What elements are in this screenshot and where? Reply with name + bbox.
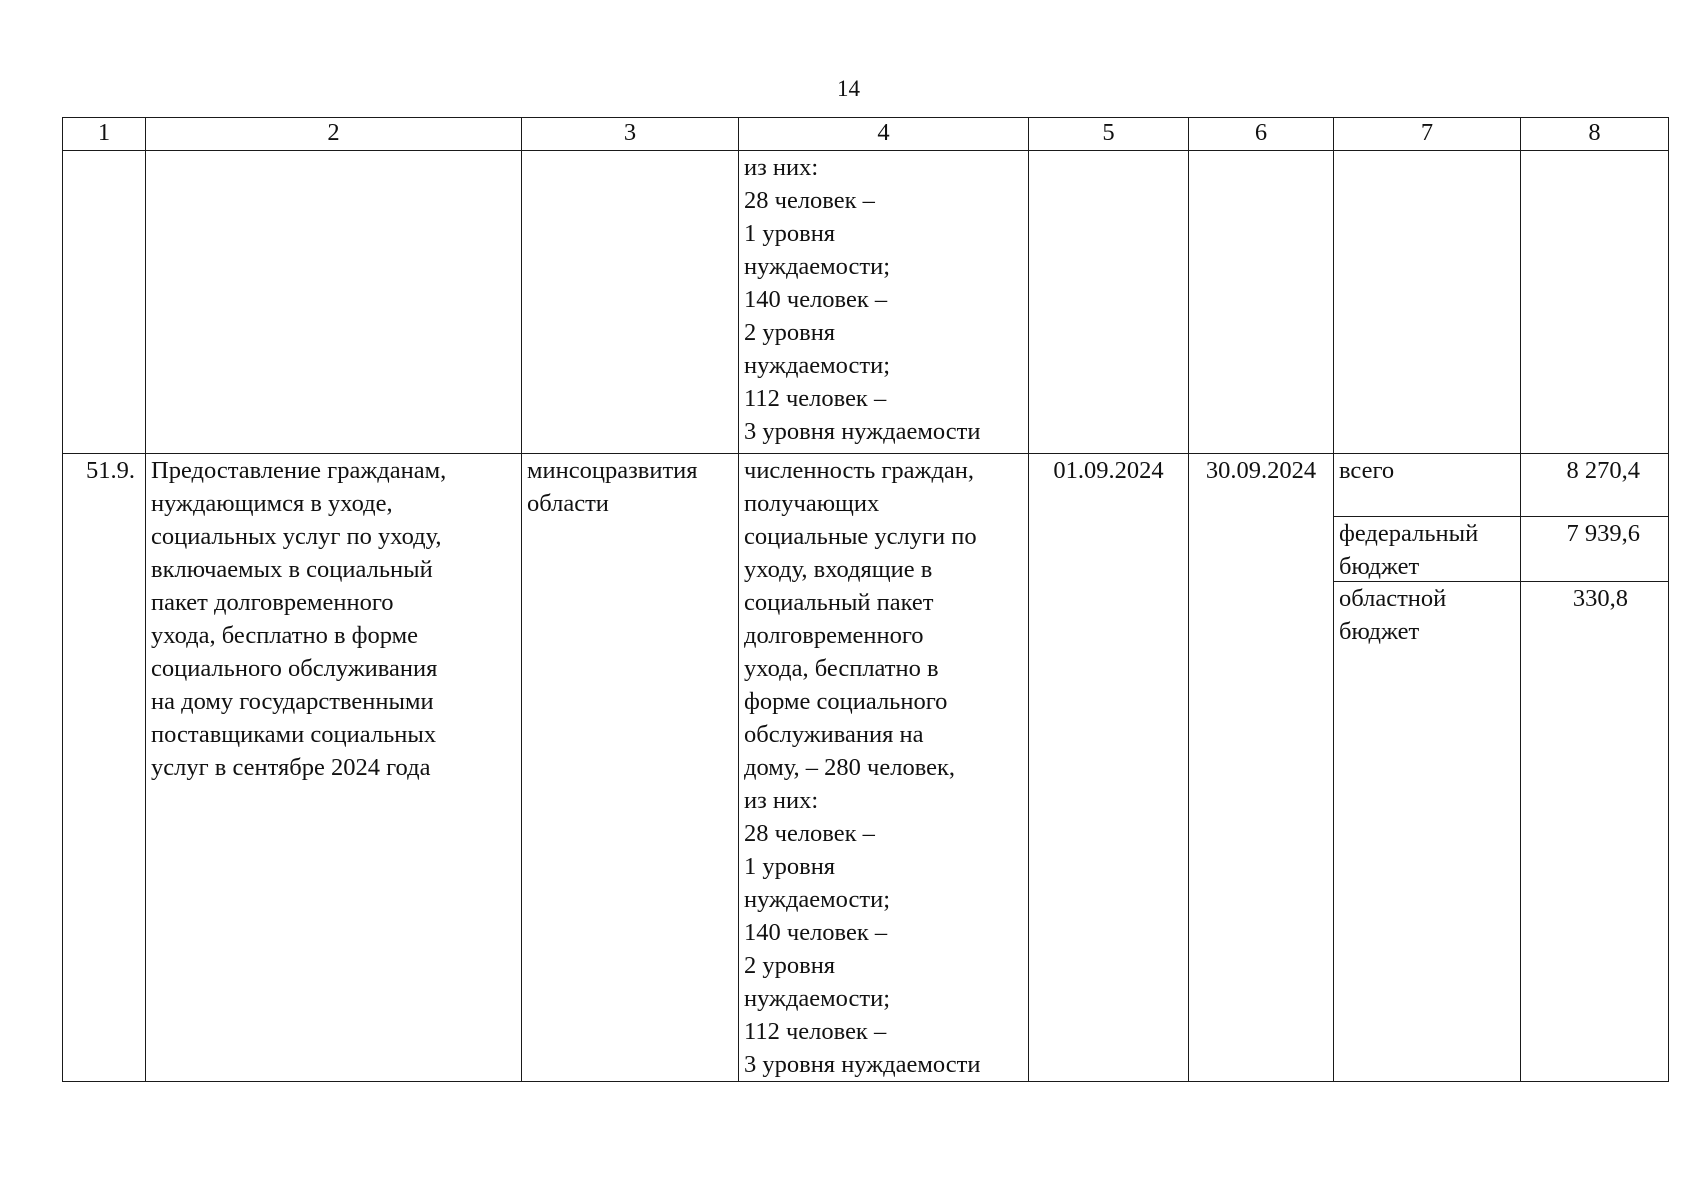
text-line: 3 уровня нуждаемости [744,1051,981,1078]
text-line: ухода, бесплатно в [744,655,939,682]
funding-source-federal-lines [1339,517,1515,583]
header-col-5: 5 [1029,118,1189,151]
row-end-date: 30.09.2024 [1189,454,1334,1082]
continuation-row [63,151,1669,454]
row-indicator [739,454,1029,1082]
funding-source-regional [1334,582,1520,648]
text-line: дому, – 280 человек, [744,754,956,781]
text-line: ухода, бесплатно в форме [151,622,419,649]
header-col-8: 8 [1521,118,1669,151]
header-row [63,118,1669,151]
text-line: всего [1339,457,1395,484]
funding-amount-total: 8 270,4 [1521,454,1668,517]
text-line: 112 человек – [744,1018,887,1045]
row-funding-source [1334,454,1521,1082]
text-line: численность граждан, [744,457,975,484]
text-line: 28 человек – [744,820,875,847]
text-line: из них: [744,154,819,181]
row-funding-amount [1521,454,1669,1082]
text-line: на дому государственными [151,688,434,715]
continuation-col-6 [1189,151,1334,454]
continuation-col-2 [146,151,522,454]
funding-amount-federal: 7 939,6 [1521,517,1668,582]
text-line: пакет долговременного [151,589,394,616]
header-col-4: 4 [739,118,1029,151]
continuation-col-3 [522,151,739,454]
text-line: форме социального [744,688,948,715]
header-col-3: 3 [522,118,739,151]
funding-source-total-lines [1339,454,1515,487]
text-line: социального обслуживания [151,655,438,682]
text-line: услуг в сентябре 2024 года [151,754,431,781]
text-line: нуждаемости; [744,253,891,280]
row-start-date: 01.09.2024 [1029,454,1189,1082]
text-line: области [527,490,609,517]
text-line: уходу, входящие в [744,556,933,583]
text-line: минсоцразвития [527,457,698,484]
text-line: долговременного [744,622,924,649]
continuation-col-7 [1334,151,1521,454]
text-line: нуждающимся в уходе, [151,490,393,517]
program-table [62,117,1669,1082]
text-line: из них: [744,787,819,814]
row-indicator-lines [744,454,1023,1081]
text-line: нуждаемости; [744,886,891,913]
continuation-col-5 [1029,151,1189,454]
header-col-2: 2 [146,118,522,151]
funding-source-regional-lines [1339,582,1515,648]
text-line: социальные услуги по [744,523,977,550]
text-line: 2 уровня [744,952,836,979]
text-line: 140 человек – [744,286,888,313]
text-line: 1 уровня [744,853,836,880]
row-responsible [522,454,739,1082]
row-responsible-lines [527,454,733,520]
text-line: включаемых в социальный [151,556,433,583]
text-line: 140 человек – [744,919,888,946]
text-line: бюджет [1339,553,1420,580]
text-line: федеральный [1339,520,1479,547]
text-line: поставщиками социальных [151,721,437,748]
row-description-lines [151,454,516,784]
funding-source-total [1334,454,1520,517]
funding-source-federal [1334,517,1520,582]
continuation-indicator [739,151,1029,454]
text-line: бюджет [1339,618,1420,645]
text-line: 3 уровня нуждаемости [744,418,981,445]
header-col-1: 1 [63,118,146,151]
continuation-col-8 [1521,151,1669,454]
text-line: 1 уровня [744,220,836,247]
continuation-col-1 [63,151,146,454]
text-line: обслуживания на [744,721,924,748]
text-line: областной [1339,585,1447,612]
continuation-indicator-lines [744,151,1023,448]
text-line: 112 человек – [744,385,887,412]
text-line: 2 уровня [744,319,836,346]
text-line: Предоставление гражданам, [151,457,447,484]
row-number: 51.9. [63,454,146,1082]
header-col-7: 7 [1334,118,1521,151]
text-line: социальных услуг по уходу, [151,523,442,550]
text-line: нуждаемости; [744,985,891,1012]
page-number: 14 [837,76,860,101]
header-col-6: 6 [1189,118,1334,151]
table-row [63,454,1669,1082]
text-line: социальный пакет [744,589,934,616]
text-line: 28 человек – [744,187,875,214]
text-line: получающих [744,490,880,517]
text-line: нуждаемости; [744,352,891,379]
row-description [146,454,522,1082]
funding-amount-regional: 330,8 [1572,585,1628,612]
